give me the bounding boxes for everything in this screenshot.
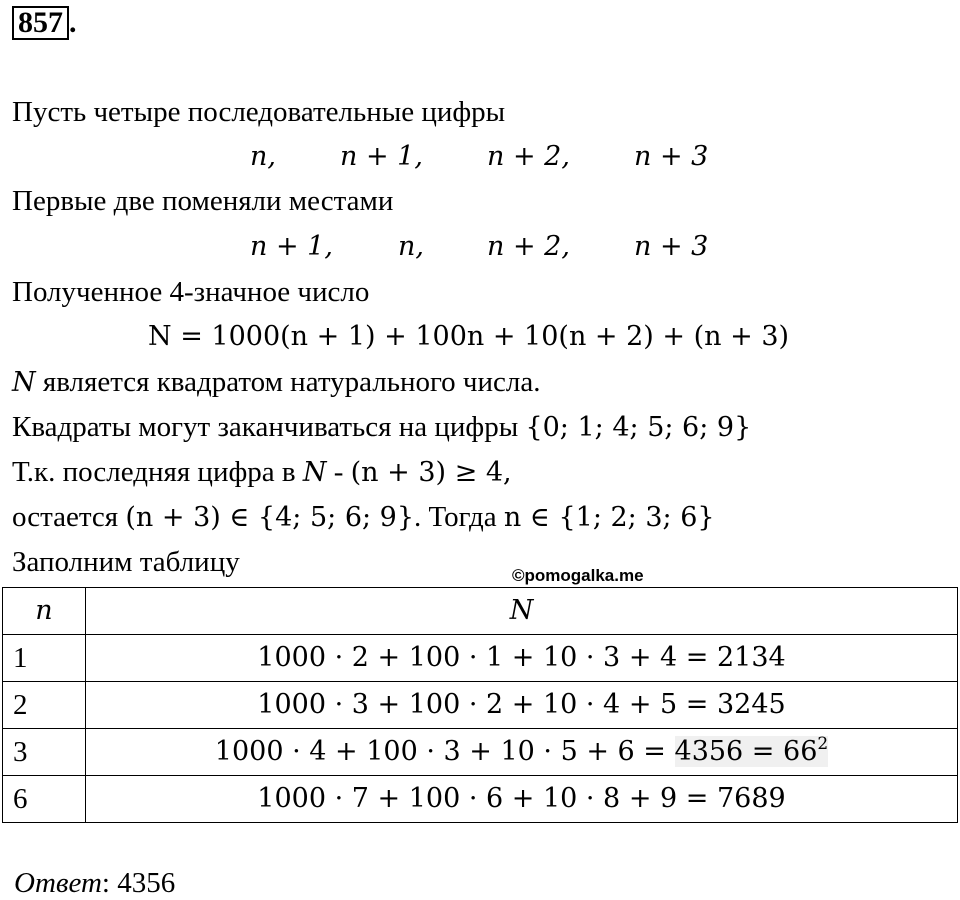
remains-then: . Тогда xyxy=(414,501,504,533)
cell-N xyxy=(86,729,958,776)
square-statement xyxy=(12,365,540,400)
remains-statement xyxy=(12,500,715,535)
digit-term: n + 1, xyxy=(340,141,423,172)
endings-text: Квадраты могут заканчиваться на цифры xyxy=(12,411,526,443)
header-N: N xyxy=(86,588,958,635)
table-row xyxy=(3,635,958,682)
answer-sep: : xyxy=(101,867,118,899)
digit-term: n + 3 xyxy=(634,231,709,262)
n-set: n ∈ {1; 2; 3; 6} xyxy=(503,502,715,533)
cell-N: 1000 · 2 + 100 · 1 + 10 · 3 + 4 = 2134 xyxy=(86,635,958,682)
digit-term: n + 3 xyxy=(634,141,709,172)
cell-n: 3 xyxy=(3,729,86,776)
swap-text: Первые две поменяли местами xyxy=(12,185,394,217)
endings-statement xyxy=(12,410,751,445)
digit-term: n, xyxy=(250,141,276,172)
answer-label: Ответ xyxy=(14,867,102,899)
endings-set: {0; 1; 4; 5; 6; 9} xyxy=(525,412,752,443)
table-header-row xyxy=(3,588,958,635)
digit-term: n + 2, xyxy=(487,231,570,262)
cell-N-expr: 1000 · 4 + 100 · 3 + 10 · 5 + 6 = xyxy=(214,736,675,767)
digit-term: n + 1, xyxy=(250,231,333,262)
answer-line xyxy=(14,866,175,900)
result-table xyxy=(2,587,958,823)
since-dash: - xyxy=(326,456,351,488)
fill-table-text: Заполним таблицу xyxy=(12,546,240,578)
since-expr: (n + 3) ≥ 4, xyxy=(350,457,512,488)
remains-expr: (n + 3) ∈ {4; 5; 6; 9} xyxy=(125,502,415,533)
problem-number-box: 857 xyxy=(12,6,69,40)
problem-number-dot: . xyxy=(69,6,77,39)
digit-term: n + 2, xyxy=(487,141,570,172)
cell-n: 1 xyxy=(3,635,86,682)
table-row xyxy=(3,729,958,776)
table-row xyxy=(3,776,958,823)
header-n: n xyxy=(3,588,86,635)
cell-N: 1000 · 7 + 100 · 6 + 10 · 8 + 9 = 7689 xyxy=(86,776,958,823)
intro-text: Пусть четыре последовательные цифры xyxy=(12,96,506,128)
exponent: 2 xyxy=(817,734,829,754)
cell-n: 2 xyxy=(3,682,86,729)
remains-text: остается xyxy=(12,501,126,533)
var-n: N xyxy=(302,457,327,488)
table-row xyxy=(3,682,958,729)
highlighted-square: $4356 = 66^2$ xyxy=(674,734,829,767)
digit-term: n, xyxy=(398,231,424,262)
answer-value: 4356 xyxy=(117,867,176,899)
cell-n: 6 xyxy=(3,776,86,823)
cell-N: 1000 · 3 + 100 · 2 + 10 · 4 + 5 = 3245 xyxy=(86,682,958,729)
number-formula: N = 1000(n + 1) + 100n + 10(n + 2) + (n + 3) xyxy=(148,321,790,352)
var-n: N xyxy=(12,367,36,398)
received-text: Полученное 4-значное число xyxy=(12,276,370,308)
since-statement xyxy=(12,455,512,490)
since-text: Т.к. последняя цифра в xyxy=(12,456,303,488)
square-text: является квадратом натурального числа. xyxy=(35,366,541,398)
problem-number xyxy=(12,6,77,40)
watermark: ©pomogalka.me xyxy=(512,566,644,585)
